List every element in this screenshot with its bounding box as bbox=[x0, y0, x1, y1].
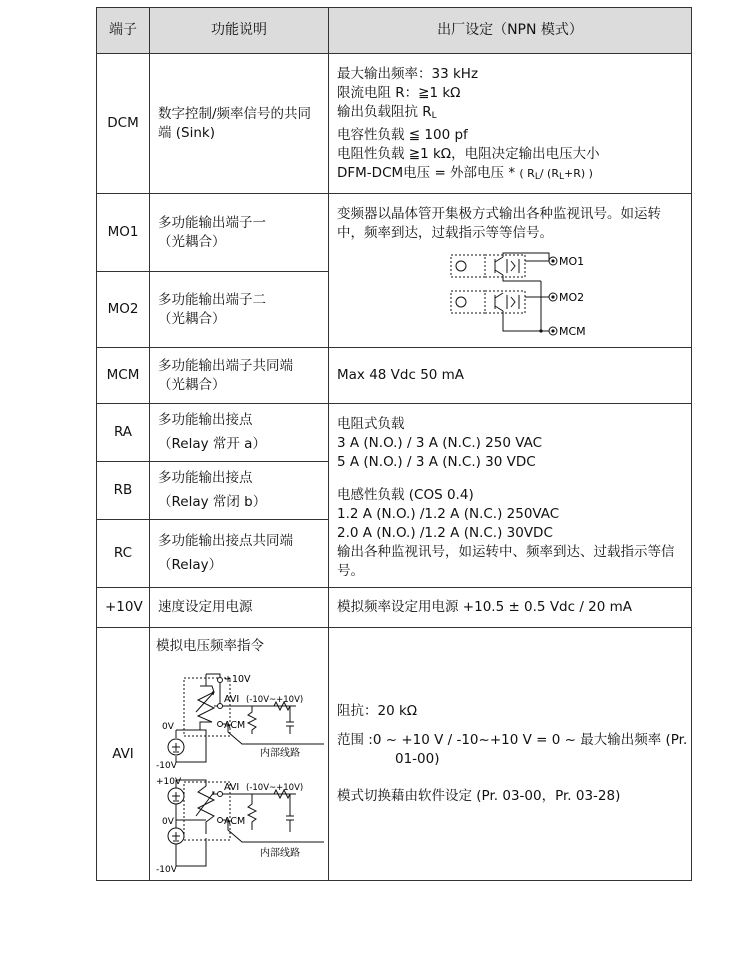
function-rb bbox=[150, 462, 329, 520]
avi-wiring-diagram-1 bbox=[156, 672, 324, 772]
function-rc-b: （Relay） bbox=[158, 557, 223, 573]
diagram-label-mo1: MO1 bbox=[559, 254, 585, 268]
function-mo2-a: 多功能输出端子二 bbox=[158, 291, 266, 308]
d1-acm-label: ACM bbox=[224, 719, 246, 731]
spec-relay-line3: 5 A (N.O.) / 3 A (N.C.) 30 VDC bbox=[337, 453, 536, 470]
spec-relay-line5: 1.2 A (N.O.) /1.2 A (N.C.) 250VAC bbox=[337, 505, 560, 522]
terminal-mo1: MO1 bbox=[97, 194, 150, 272]
d2-range-label: (-10V~+10V) bbox=[246, 782, 304, 793]
spec-relay-line6: 2.0 A (N.O.) /1.2 A (N.C.) 30VDC bbox=[337, 524, 553, 541]
d2-avi-label: AVI bbox=[224, 781, 240, 793]
optocoupler-output-diagram bbox=[441, 251, 601, 343]
spec-dcm-line6-d: +R) ) bbox=[564, 166, 593, 180]
function-rb-a: 多功能输出接点 bbox=[158, 470, 253, 486]
spec-relay-line7: 输出各种监视讯号，如运转中、频率到达、过载指示等信号。 bbox=[337, 543, 675, 579]
spec-dcm-line4: 电容性负载 ≦ 100 pf bbox=[337, 126, 468, 143]
d2-minus10-label: -10V bbox=[156, 864, 177, 875]
function-mo2 bbox=[150, 272, 329, 348]
function-rb-b: （Relay 常闭 b） bbox=[158, 494, 267, 510]
d1-minus10-label: -10V bbox=[156, 760, 177, 771]
spec-avi-range-b: 01-00) bbox=[395, 751, 440, 767]
optocoupler-2 bbox=[451, 281, 549, 331]
function-mo1 bbox=[150, 194, 329, 272]
d2-acm-label: ACM bbox=[224, 815, 246, 827]
spec-10v: 模拟频率设定用电源 +10.5 ± 0.5 Vdc / 20 mA bbox=[329, 588, 692, 628]
function-mo2-b: （光耦合） bbox=[158, 310, 226, 327]
spec-mo-text: 变频器以晶体管开集极方式输出各种监视讯号。如运转中，频率到达，过载指示等等信号。 bbox=[337, 205, 661, 241]
terminal-mcm: MCM bbox=[97, 348, 150, 404]
function-dcm-text: 数字控制/频率信号的共同端 (Sink) bbox=[158, 105, 312, 141]
spec-dcm-line6-b: ( R bbox=[519, 166, 535, 180]
d1-zero-label: 0V bbox=[162, 721, 174, 732]
function-mo1-a: 多功能输出端子一 bbox=[158, 214, 266, 231]
table-header-row bbox=[97, 8, 692, 54]
function-rc-a: 多功能输出接点共同端 bbox=[158, 533, 293, 549]
d2-plus10v-label: +10V bbox=[156, 776, 182, 787]
spec-avi bbox=[329, 628, 692, 881]
spec-dcm-line3 bbox=[337, 103, 683, 126]
table-row-ra bbox=[97, 404, 692, 462]
diagram-label-mcm: MCM bbox=[559, 324, 586, 338]
table-row-mo1 bbox=[97, 194, 692, 272]
function-rc bbox=[150, 520, 329, 588]
function-mo1-b: （光耦合） bbox=[158, 233, 226, 250]
terminal-ra: RA bbox=[97, 404, 150, 462]
function-10v: 速度设定用电源 bbox=[150, 588, 329, 628]
spec-avi-impedance: 阻抗：20 kΩ bbox=[337, 703, 418, 719]
terminal-10v: +10V bbox=[97, 588, 150, 628]
spec-dcm-line1: 最大输出频率：33 kHz bbox=[337, 65, 479, 82]
function-ra-b: （Relay 常开 a） bbox=[158, 436, 266, 452]
terminal-avi: AVI bbox=[97, 628, 150, 881]
spec-relay-line1: 电阻式负载 bbox=[337, 415, 405, 432]
spec-avi-range-a: 范围 :0 ~ +10 V / -10~+10 V = 0 ~ 最大输出频率 (Pr. bbox=[337, 732, 688, 748]
diagram-label-mo2: MO2 bbox=[559, 290, 585, 304]
spec-dcm-line2: 限流电阻 R：≧1 kΩ bbox=[337, 84, 461, 101]
d2-zero-label: 0V bbox=[162, 816, 174, 827]
terminal-mo2: MO2 bbox=[97, 272, 150, 348]
spec-dcm bbox=[329, 54, 692, 194]
avi-wiring-diagram-2 bbox=[156, 776, 324, 876]
spec-dcm-line6-sub1: L bbox=[534, 171, 540, 182]
function-ra-a: 多功能输出接点 bbox=[158, 412, 253, 428]
function-avi bbox=[150, 628, 329, 881]
spec-dcm-line3-sub: L bbox=[431, 110, 437, 121]
d1-plus10v-label: +10V bbox=[224, 673, 251, 685]
terminal-dcm: DCM bbox=[97, 54, 150, 194]
table-row-10v bbox=[97, 588, 692, 628]
spec-dcm-line5: 电阻性负载 ≧1 kΩ，电阻决定输出电压大小 bbox=[337, 145, 600, 162]
header-function: 功能说明 bbox=[150, 8, 329, 54]
d2-internal-label: 内部线路 bbox=[260, 847, 300, 859]
function-avi-text: 模拟电压频率指令 bbox=[156, 637, 264, 654]
spec-dcm-line6-sub2: L bbox=[558, 171, 564, 182]
function-ra bbox=[150, 404, 329, 462]
function-mcm bbox=[150, 348, 329, 404]
spec-dcm-line6 bbox=[337, 164, 683, 187]
d1-range-label: (-10V~+10V) bbox=[246, 694, 304, 705]
spec-relay bbox=[329, 404, 692, 588]
spec-mcm: Max 48 Vdc 50 mA bbox=[329, 348, 692, 404]
d1-internal-label: 内部线路 bbox=[260, 747, 300, 759]
optocoupler-1 bbox=[451, 253, 549, 281]
spec-avi-mode: 模式切换藉由软件设定 (Pr. 03-00，Pr. 03-28) bbox=[337, 788, 621, 804]
spec-relay-line2: 3 A (N.O.) / 3 A (N.C.) 250 VAC bbox=[337, 434, 543, 451]
header-factory-setting: 出厂设定（NPN 模式） bbox=[329, 8, 692, 54]
function-mcm-a: 多功能输出端子共同端 bbox=[158, 357, 293, 374]
terminal-spec-table bbox=[96, 7, 692, 881]
table-row-dcm bbox=[97, 54, 692, 194]
spec-relay-line4: 电感性负载 (COS 0.4) bbox=[337, 486, 474, 503]
spec-dcm-line3-text: 输出负载阻抗 R bbox=[337, 103, 432, 120]
table-row-mcm bbox=[97, 348, 692, 404]
terminal-rc: RC bbox=[97, 520, 150, 588]
d1-avi-label: AVI bbox=[224, 693, 240, 705]
spec-dcm-line6-c: / (R bbox=[539, 166, 559, 180]
function-mcm-b: （光耦合） bbox=[158, 376, 226, 393]
header-terminal: 端子 bbox=[97, 8, 150, 54]
spec-mo bbox=[329, 194, 692, 348]
function-dcm bbox=[150, 54, 329, 194]
spec-dcm-line6-a: DFM-DCM电压 = 外部电压 * bbox=[337, 164, 516, 181]
terminal-rb: RB bbox=[97, 462, 150, 520]
table-row-avi bbox=[97, 628, 692, 881]
